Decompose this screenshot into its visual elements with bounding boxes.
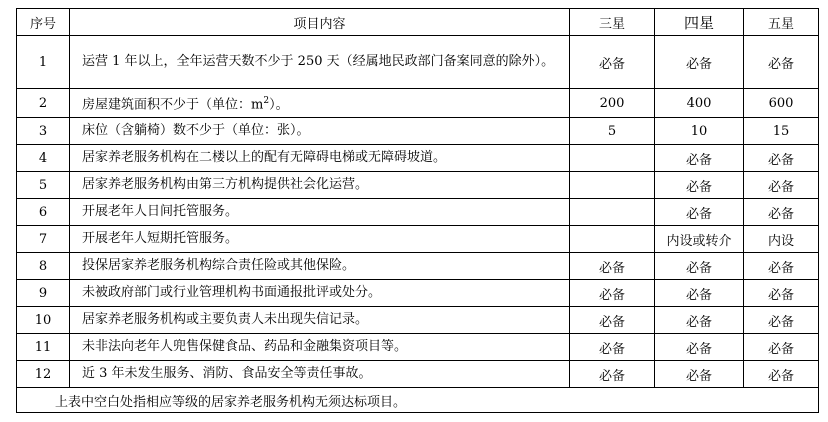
row-five-star: 必备: [744, 36, 819, 89]
row-five-star: 内设: [744, 226, 819, 253]
table-note: 上表中空白处指相应等级的居家养老服务机构无须达标项目。: [17, 388, 819, 413]
row-seq: 3: [17, 118, 70, 145]
header-four-star: 四星: [655, 9, 744, 36]
row-seq: 7: [17, 226, 70, 253]
table-row: [17, 36, 819, 89]
table-body: [17, 36, 819, 413]
row-three-star: [570, 145, 655, 172]
row-content: 未非法向老年人兜售保健食品、药品和金融集资项目等。: [70, 334, 570, 361]
row-seq: 8: [17, 253, 70, 280]
row-four-star: 必备: [655, 145, 744, 172]
row-three-star: 必备: [570, 307, 655, 334]
table-row: [17, 334, 819, 361]
row-four-star: 必备: [655, 36, 744, 89]
row-content: 未被政府部门或行业管理机构书面通报批评或处分。: [70, 280, 570, 307]
row-seq: 6: [17, 199, 70, 226]
row-seq: 2: [17, 89, 70, 118]
row-four-star: 10: [655, 118, 744, 145]
row-four-star: 必备: [655, 334, 744, 361]
row-three-star: 必备: [570, 253, 655, 280]
row-three-star: [570, 199, 655, 226]
header-content: 项目内容: [70, 9, 570, 36]
row-content: 居家养老服务机构在二楼以上的配有无障碍电梯或无障碍坡道。: [70, 145, 570, 172]
row-content: 运营 1 年以上，全年运营天数不少于 250 天（经属地民政部门备案同意的除外）。: [70, 36, 570, 89]
row-five-star: 必备: [744, 199, 819, 226]
row-seq: 11: [17, 334, 70, 361]
table-row: [17, 307, 819, 334]
row-three-star: 必备: [570, 334, 655, 361]
row-seq: 4: [17, 145, 70, 172]
table-row: [17, 226, 819, 253]
row-seq: 10: [17, 307, 70, 334]
table-row: [17, 172, 819, 199]
row-five-star: 600: [744, 89, 819, 118]
row-four-star: 400: [655, 89, 744, 118]
row-content: 房屋建筑面积不少于（单位：$m^2$）。: [70, 89, 570, 118]
table-row: [17, 145, 819, 172]
header-three-star: 三星: [570, 9, 655, 36]
header-seq: 序号: [17, 9, 70, 36]
row-five-star: 必备: [744, 280, 819, 307]
row-four-star: 必备: [655, 361, 744, 388]
row-five-star: 必备: [744, 307, 819, 334]
row-four-star: 必备: [655, 253, 744, 280]
table-row: [17, 89, 819, 118]
row-five-star: 必备: [744, 334, 819, 361]
row-three-star: 必备: [570, 280, 655, 307]
table-row: [17, 118, 819, 145]
row-three-star: [570, 226, 655, 253]
row-four-star: 内设或转介: [655, 226, 744, 253]
row-content: 开展老年人短期托管服务。: [70, 226, 570, 253]
table-row: [17, 280, 819, 307]
row-four-star: 必备: [655, 172, 744, 199]
row-five-star: 必备: [744, 172, 819, 199]
row-content: 近 3 年未发生服务、消防、食品安全等责任事故。: [70, 361, 570, 388]
row-three-star: 5: [570, 118, 655, 145]
row-seq: 9: [17, 280, 70, 307]
header-row: [17, 9, 819, 36]
table-row: [17, 361, 819, 388]
row-content: 居家养老服务机构或主要负责人未出现失信记录。: [70, 307, 570, 334]
note-row: [17, 388, 819, 413]
row-four-star: 必备: [655, 307, 744, 334]
row-seq: 12: [17, 361, 70, 388]
header-five-star: 五星: [744, 9, 819, 36]
row-seq: 5: [17, 172, 70, 199]
row-five-star: 15: [744, 118, 819, 145]
row-seq: 1: [17, 36, 70, 89]
row-content: 开展老年人日间托管服务。: [70, 199, 570, 226]
row-three-star: [570, 172, 655, 199]
row-five-star: 必备: [744, 361, 819, 388]
row-content: 居家养老服务机构由第三方机构提供社会化运营。: [70, 172, 570, 199]
table-row: [17, 253, 819, 280]
row-five-star: 必备: [744, 145, 819, 172]
row-five-star: 必备: [744, 253, 819, 280]
row-content: 投保居家养老服务机构综合责任险或其他保险。: [70, 253, 570, 280]
row-three-star: 200: [570, 89, 655, 118]
row-three-star: 必备: [570, 36, 655, 89]
star-rating-table: [16, 8, 819, 413]
row-content: 床位（含躺椅）数不少于（单位：张）。: [70, 118, 570, 145]
row-four-star: 必备: [655, 199, 744, 226]
row-three-star: 必备: [570, 361, 655, 388]
row-four-star: 必备: [655, 280, 744, 307]
table-row: [17, 199, 819, 226]
